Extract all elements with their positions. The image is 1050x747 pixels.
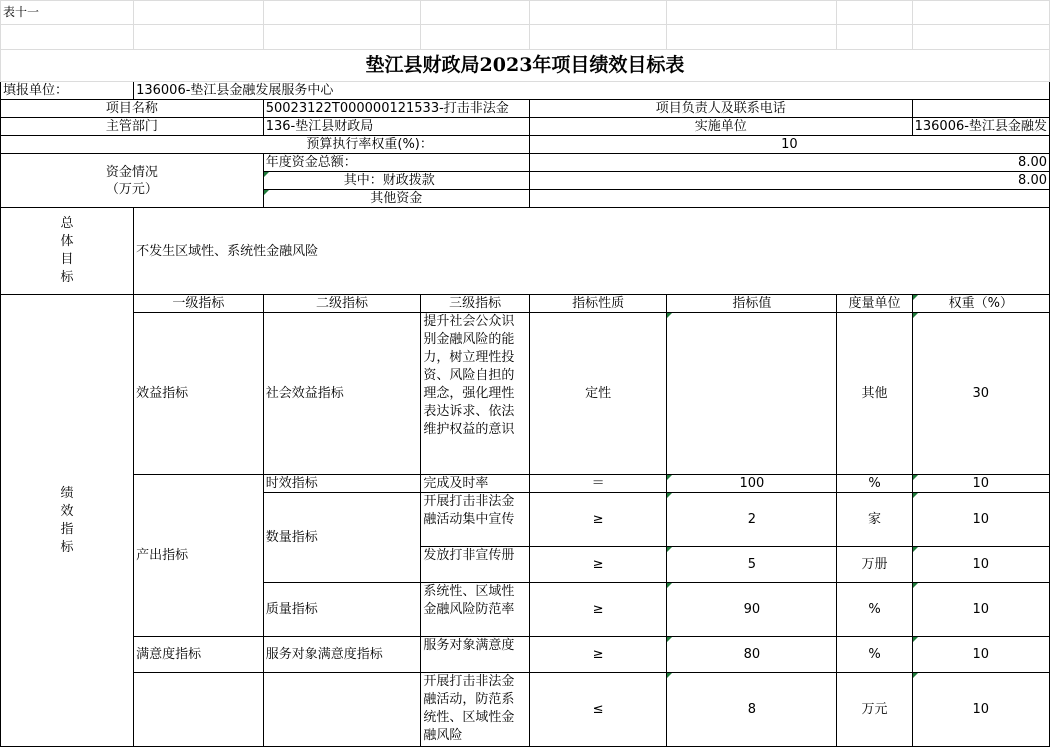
header-level2: 二级指标 (263, 295, 421, 313)
weight-cell: 10 (912, 637, 1049, 673)
overall-goal-label: 总体目标 (60, 216, 74, 285)
project-leader-value (912, 100, 1049, 118)
level3-cell: 开展打击非法金融活动，防范系统性、区域性金融风险 (421, 673, 530, 747)
table-row (1, 475, 1050, 493)
level3-cell: 完成及时率 (421, 475, 530, 493)
unit-label: 填报单位： (1, 82, 134, 100)
level2-cell (263, 673, 421, 747)
level3-cell: 系统性、区域性金融风险防范率 (421, 583, 530, 637)
unit-cell: 万元 (837, 673, 912, 747)
impl-unit-value: 136006-垫江县金融发 (912, 118, 1049, 136)
value-cell (667, 313, 837, 475)
nature-cell: ≥ (529, 547, 666, 583)
nature-cell: 定性 (529, 313, 666, 475)
nature-cell: ≥ (529, 493, 666, 547)
overall-goal-text: 不发生区域性、系统性金融风险 (134, 208, 1050, 295)
funds-fiscal-label: 其中：财政拨款 (263, 172, 529, 190)
funds-other-label: 其他资金 (263, 190, 529, 208)
unit-cell: 家 (837, 493, 912, 547)
dept-value: 136-垫江县财政局 (263, 118, 529, 136)
level1-cell: 产出指标 (134, 475, 264, 637)
level1-cell: 满意度指标 (134, 637, 264, 673)
unit-cell: 其他 (837, 313, 912, 475)
impl-unit-label: 实施单位 (529, 118, 912, 136)
table-row (1, 313, 1050, 475)
value-cell: 2 (667, 493, 837, 547)
dept-label: 主管部门 (1, 118, 264, 136)
project-name-value: 50023122T000000121533-打击非法金 (263, 100, 529, 118)
unit-cell: % (837, 637, 912, 673)
funds-total-value: 8.00 (529, 154, 1049, 172)
weight-cell: 30 (912, 313, 1049, 475)
unit-value: 136006-垫江县金融发展服务中心 (134, 82, 1050, 100)
level2-cell: 时效指标 (263, 475, 421, 493)
header-level3: 三级指标 (421, 295, 530, 313)
header-weight: 权重（%） (912, 295, 1049, 313)
perf-indicators-label: 绩效指标 (60, 485, 74, 555)
nature-cell: ＝ (529, 475, 666, 493)
funds-total-label: 年度资金总额： (263, 154, 529, 172)
header-level1: 一级指标 (134, 295, 264, 313)
header-unit: 度量单位 (837, 295, 912, 313)
header-value: 指标值 (667, 295, 837, 313)
unit-cell: % (837, 475, 912, 493)
sheet-label: 表十一 (1, 1, 134, 25)
nature-cell: ≥ (529, 583, 666, 637)
level3-cell: 发放打非宣传册 (421, 547, 530, 583)
level1-cell: 效益指标 (134, 313, 264, 475)
weight-cell: 10 (912, 673, 1049, 747)
level1-cell (134, 673, 264, 747)
value-cell: 8 (667, 673, 837, 747)
level3-cell: 提升社会公众识别金融风险的能力，树立理性投资、风险自担的理念，强化理性表达诉求、依法维护权益的意识 (421, 313, 530, 475)
value-cell: 100 (667, 475, 837, 493)
weight-cell: 10 (912, 475, 1049, 493)
funds-other-value (529, 190, 1049, 208)
budget-weight-value: 10 (529, 136, 1049, 154)
weight-cell: 10 (912, 547, 1049, 583)
weight-cell: 10 (912, 583, 1049, 637)
level2-cell: 数量指标 (263, 493, 421, 583)
funds-fiscal-value: 8.00 (529, 172, 1049, 190)
unit-cell: 万册 (837, 547, 912, 583)
budget-weight-label: 预算执行率权重(%)： (1, 136, 530, 154)
level2-cell: 质量指标 (263, 583, 421, 637)
table-row (1, 673, 1050, 747)
unit-cell: % (837, 583, 912, 637)
header-nature: 指标性质 (529, 295, 666, 313)
nature-cell: ≥ (529, 637, 666, 673)
value-cell: 80 (667, 637, 837, 673)
project-leader-label: 项目负责人及联系电话 (529, 100, 912, 118)
value-cell: 5 (667, 547, 837, 583)
level2-cell: 服务对象满意度指标 (263, 637, 421, 673)
level3-cell: 开展打击非法金融活动集中宣传 (421, 493, 530, 547)
weight-cell: 10 (912, 493, 1049, 547)
funds-label: 资金情况 （万元） (1, 154, 264, 208)
value-cell: 90 (667, 583, 837, 637)
level2-cell: 社会效益指标 (263, 313, 421, 475)
level3-cell: 服务对象满意度 (421, 637, 530, 673)
project-name-label: 项目名称 (1, 100, 264, 118)
table-row (1, 637, 1050, 673)
nature-cell: ≤ (529, 673, 666, 747)
page-title: 垫江县财政局2023年项目绩效目标表 (1, 50, 1050, 82)
